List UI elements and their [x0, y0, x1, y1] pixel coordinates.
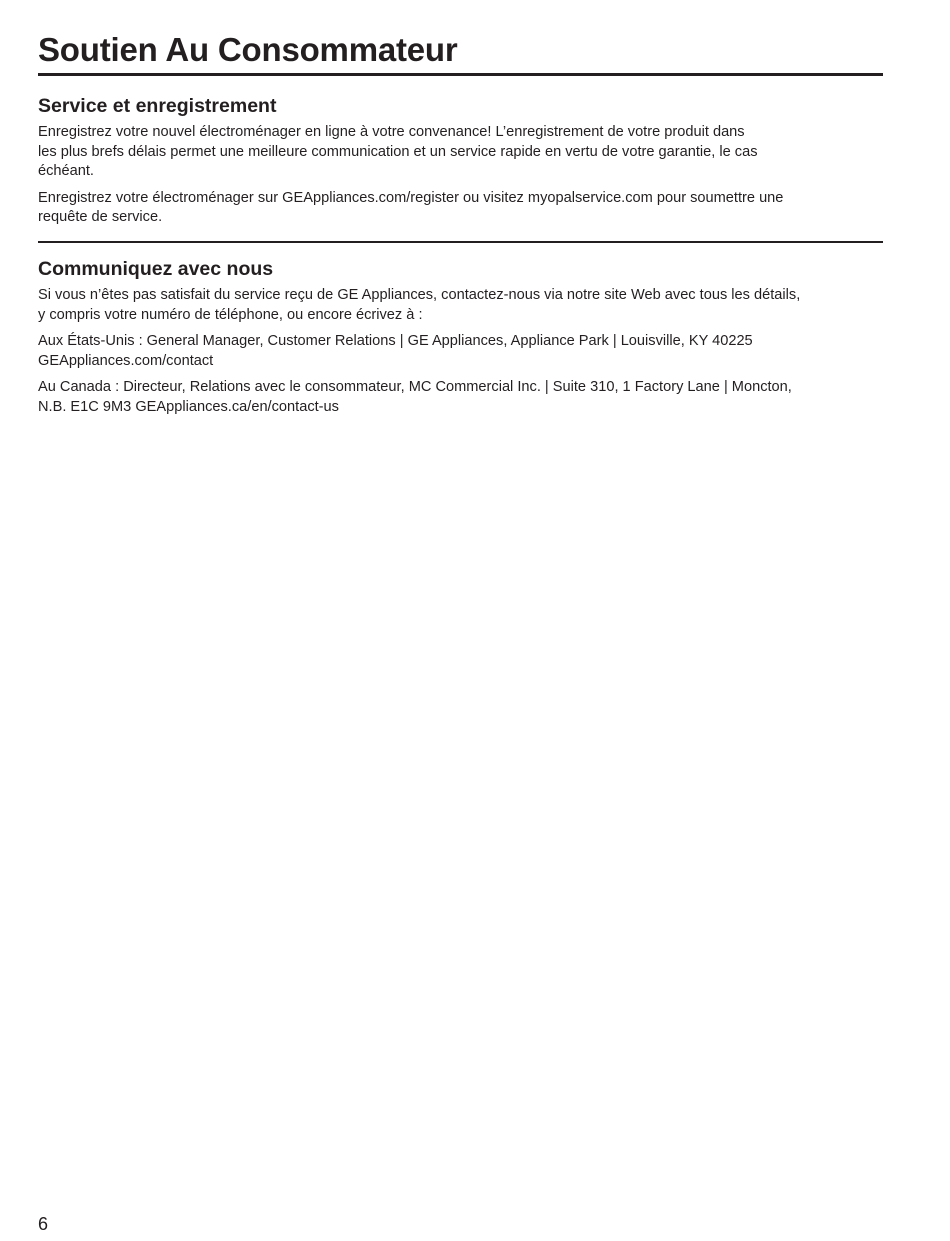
contact-intro-paragraph — [38, 286, 883, 325]
title-divider — [38, 73, 883, 76]
us-address-paragraph — [38, 332, 883, 371]
contact-heading: Communiquez avec nous — [38, 257, 274, 280]
section-divider — [38, 241, 883, 243]
paragraph-line: requête de service. — [38, 209, 163, 226]
paragraph-line: Au Canada : Directeur, Relations avec le consommateur, MC Commercial Inc. | Suite 310, 1 Factory Lane | Moncton, — [38, 379, 792, 396]
paragraph-line: Aux États-Unis : General Manager, Customer Relations | GE Appliances, Appliance Park | Louisville, KY 40225 — [38, 333, 753, 350]
paragraph-line: Enregistrez votre électroménager sur GEAppliances.com/register ou visitez myopalservice.com pour soumettre une — [38, 189, 784, 206]
paragraph-line: Si vous n’êtes pas satisfait du service reçu de GE Appliances, contactez-nous via notre site Web avec tous les détails, — [38, 286, 801, 303]
paragraph-line: N.B. E1C 9M3 GEAppliances.ca/en/contact-us — [38, 398, 339, 415]
contact-section — [38, 257, 883, 418]
service-registration-section — [38, 94, 883, 228]
registration-intro-paragraph — [38, 123, 883, 182]
registration-url-paragraph — [38, 189, 883, 228]
document-page — [38, 0, 883, 418]
service-registration-heading: Service et enregistrement — [38, 95, 277, 117]
paragraph-line: y compris votre numéro de téléphone, ou encore écrivez à : — [38, 306, 423, 323]
page-title: Soutien Au Consommateur — [38, 31, 458, 68]
paragraph-line: échéant. — [38, 163, 94, 180]
page-number: 6 — [38, 1214, 49, 1234]
paragraph-line: GEAppliances.com/contact — [38, 352, 214, 369]
canada-address-paragraph — [38, 378, 883, 417]
paragraph-line: les plus brefs délais permet une meilleure communication et un service rapide en vertu de votre garantie, le cas — [38, 143, 758, 160]
paragraph-line: Enregistrez votre nouvel électroménager en ligne à votre convenance! L’enregistrement de votre produit dans — [38, 124, 745, 140]
